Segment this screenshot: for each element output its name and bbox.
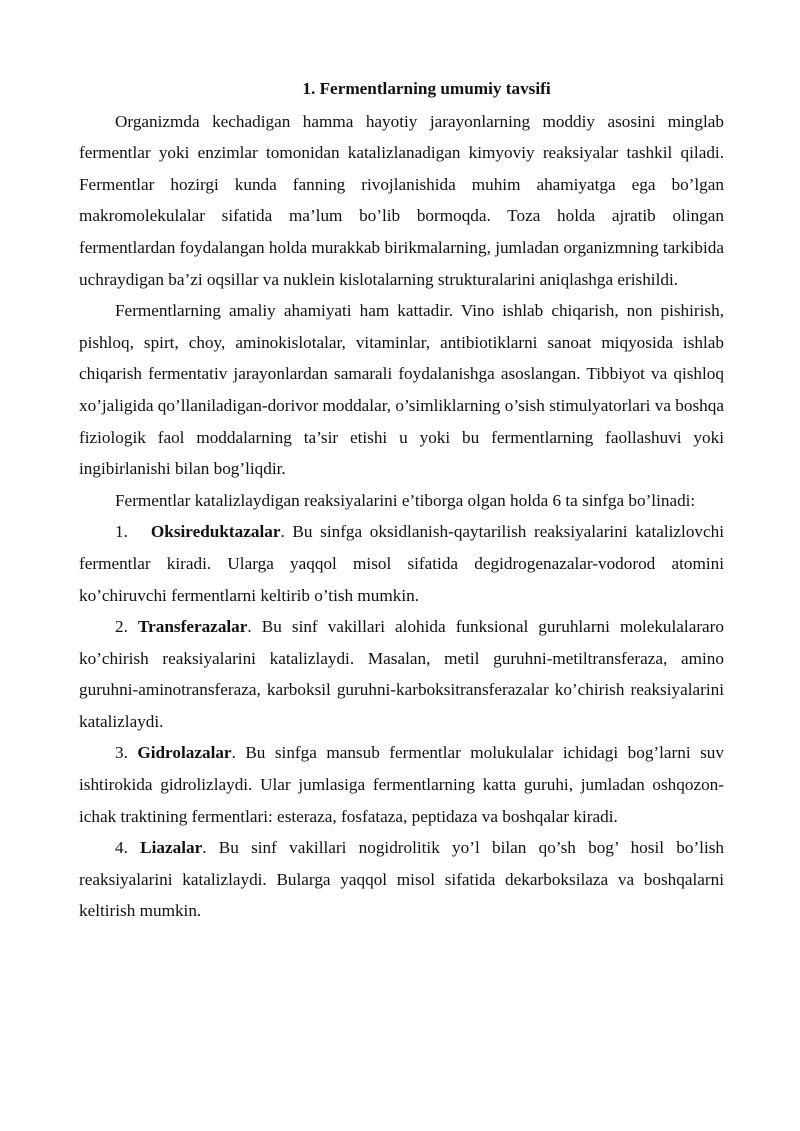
class-description: . Bu sinfga mansub fermentlar molukulalar ichidagi bog’larni suv ishtirokida gidrolizlaydi. Ular jumlasiga fermentlarning katta guruhi, jumladan oshqozon-ichak traktining fermentlari: esteraza, fosfataza, peptidaza va boshqalar kiradi. (79, 743, 724, 826)
class-item-oxidoreductases (79, 516, 724, 611)
class-description: . Bu sinf vakillari alohida funksional guruhlarni molekulalararo ko’chirish reaksiyalarini katalizlaydi. Masalan, metil guruhni-metiltransferaza, amino guruhni-aminotransferaza, karboksil guruhni-karboksitransferazalar ko’chirish reaksiyalarini katalizlaydi. (79, 617, 724, 731)
class-name: Liazalar (140, 838, 203, 858)
class-name: Transferazalar (137, 617, 248, 637)
class-name: Gidrolazalar (137, 743, 232, 763)
class-number: 4. (115, 838, 128, 858)
paragraph-intro: Organizmda kechadigan hamma hayotiy jarayonlarning moddiy asosini minglab fermentlar yoki enzimlar tomonidan katalizlanadigan kimyoviy reaksiyalar tashkil qiladi. Fermentlar hozirgi kunda fanning rivojlanishida muhim ahamiyatga ega bo’lgan makromolekulalar sifatida ma’lum bo’lib bormoqda. Toza holda ajratib olingan fermentlardan foydalangan holda murakkab birikmalarning, jumladan organizmning tarkibida uchraydigan ba’zi oqsillar va nuklein kislotalarning strukturalarini aniqlashga erishildi. (79, 111, 724, 289)
class-item-transferases (79, 611, 724, 737)
class-number: 3. (115, 743, 128, 763)
paragraph-classification: Fermentlar katalizlaydigan reaksiyalarini e’tiborga olgan holda 6 ta sinfga bo’linadi: (115, 490, 696, 510)
class-item-lyases (79, 832, 724, 927)
class-number: 2. (115, 617, 128, 637)
section-title: 1. Fermentlarning umumiy tavsifi (302, 79, 551, 98)
document-body (79, 73, 724, 927)
class-description: . Bu sinf vakillari nogidrolitik yo’l bilan qo’sh bog’ hosil bo’lish reaksiyalarini katalizlaydi. Bularga yaqqol misol sifatida dekarboksilaza va boshqalarni keltirish mumkin. (79, 838, 725, 921)
class-description: . Bu sinfga oksidlanish-qaytarilish reaksiyalarini katalizlovchi fermentlar kiradi. Ularga yaqqol misol sifatida degidrogenazalar-vodorod atomini ko’chiruvchi fermentlarni keltirib o’tish mumkin. (79, 522, 725, 605)
paragraph-practical: Fermentlarning amaliy ahamiyati ham kattadir. Vino ishlab chiqarish, non pishirish, pishloq, spirt, choy, aminokislotalar, vitaminlar, antibiotiklarni sanoat miqyosida ishlab chiqarish fermentativ jarayonlardan samarali foydalanishga asoslangan. Tibbiyot va qishloq xo’jaligida qo’llaniladigan-dorivor moddalar, o’simliklarning o’sish stimulyatorlari va boshqa fiziologik faol moddalarning ta’sir etishi u yoki bu fermentlarning faollashuvi yoki ingibirlanishi bilan bog’liqdir. (79, 301, 724, 479)
class-number: 1. (115, 522, 128, 542)
class-item-hydrolases (79, 737, 724, 832)
class-name: Oksireduktazalar (150, 522, 281, 542)
